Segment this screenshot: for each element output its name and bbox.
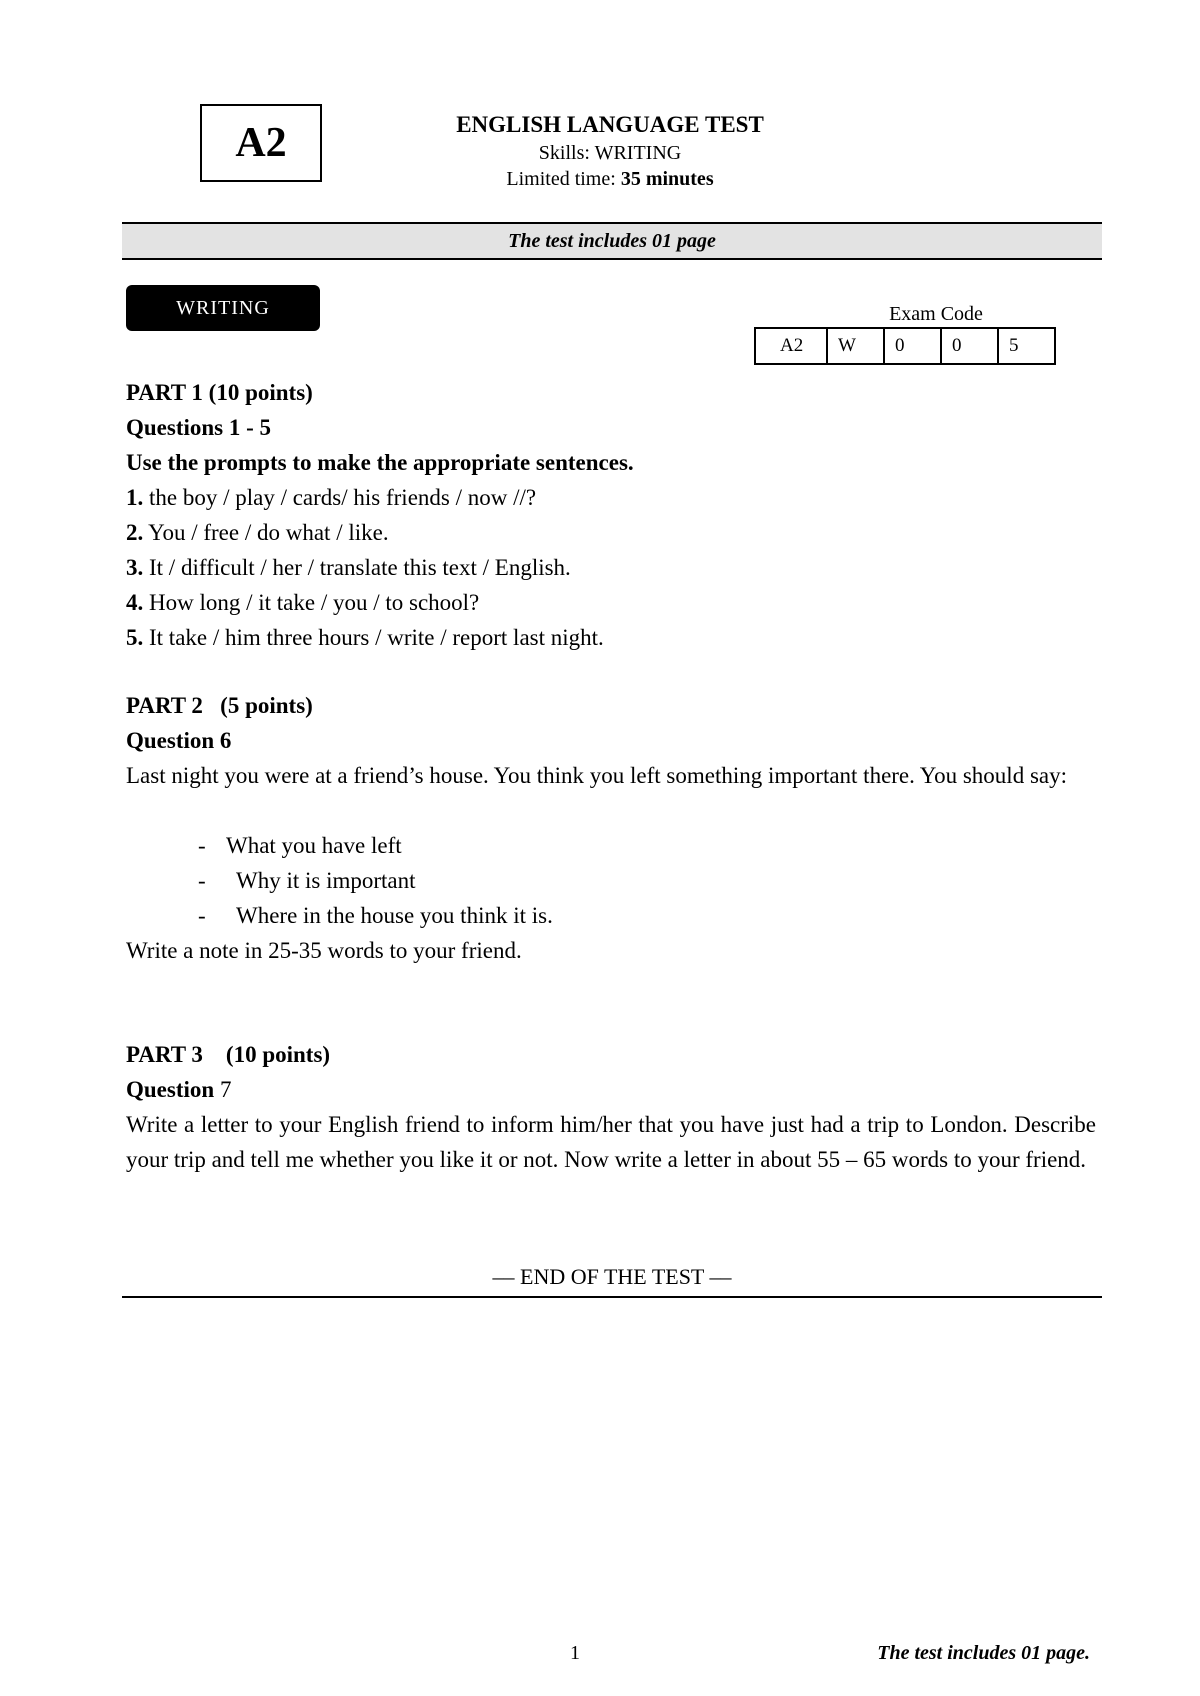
exam-code-cell: 0 <box>884 328 941 364</box>
question-number: 7 <box>219 1077 232 1102</box>
item-text: How long / it take / you / to school? <box>149 590 480 615</box>
exam-code-cell: W <box>827 328 884 364</box>
item-number: 5. <box>126 625 144 650</box>
page-count-text: The test includes 01 page <box>508 229 716 252</box>
part1-item <box>126 515 389 550</box>
level-text: A2 <box>235 120 287 166</box>
time-label: Limited time: <box>506 168 616 190</box>
question-label: Question <box>126 1077 215 1102</box>
exam-code-cell: 5 <box>998 328 1055 364</box>
part2-heading: PART 2 (5 points) <box>126 693 313 718</box>
item-number: 4. <box>126 590 144 615</box>
part2-bullet: - Where in the house you think it is. <box>198 903 553 928</box>
skills-label: Skills: <box>538 142 590 164</box>
bullet-text: Why it is important <box>236 868 416 893</box>
part1-item <box>126 550 571 585</box>
exam-code-table <box>754 327 1056 365</box>
skills-value: WRITING <box>594 142 682 164</box>
item-text: the boy / play / cards/ his friends / now //? <box>149 485 537 510</box>
item-text: It / difficult / her / translate this text / English. <box>149 555 571 580</box>
level-badge <box>200 104 322 182</box>
part1-instruction: Use the prompts to make the appropriate sentences. <box>126 450 634 475</box>
exam-code-cell: A2 <box>755 328 827 364</box>
bullet-text: Where in the house you think it is. <box>236 903 553 928</box>
part3-prompt: Write a letter to your English friend to inform him/her that you have just had a trip to London. Describe your trip and tell me whether you like it or not. Now write a letter in about 55 – 65 words to your friend. <box>126 1112 1096 1172</box>
skills-line <box>370 142 850 165</box>
exam-code-title: Exam Code <box>889 303 983 325</box>
part2-bullet: - What you have left <box>198 833 402 858</box>
part3-question <box>126 1072 231 1107</box>
footer-note: The test includes 01 page. <box>877 1642 1090 1664</box>
part1-item <box>126 585 479 620</box>
part2-question: Question 6 <box>126 728 232 753</box>
part2-prompt: Last night you were at a friend’s house. You think you left something important there. You should say: <box>126 763 1067 788</box>
part2-bullet: - Why it is important <box>198 868 416 893</box>
page-count-band <box>122 222 1102 260</box>
end-of-test: –– END OF THE TEST –– <box>122 1262 1102 1298</box>
time-line <box>370 168 850 191</box>
item-number: 2. <box>126 520 144 545</box>
section-label <box>126 285 320 331</box>
part1-heading: PART 1 (10 points) <box>126 380 313 405</box>
test-title: ENGLISH LANGUAGE TEST <box>456 112 764 137</box>
part2-task: Write a note in 25-35 words to your friend. <box>126 938 522 963</box>
exam-code-cell: 0 <box>941 328 998 364</box>
part1-questions: Questions 1 - 5 <box>126 415 272 440</box>
item-text: You / free / do what / like. <box>148 520 389 545</box>
section-label-text: WRITING <box>176 296 270 319</box>
bullet-text: What you have left <box>226 833 402 858</box>
part1-item <box>126 620 604 655</box>
item-text: It take / him three hours / write / report last night. <box>149 625 604 650</box>
time-value: 35 minutes <box>620 168 714 190</box>
item-number: 3. <box>126 555 144 580</box>
part3-heading: PART 3 (10 points) <box>126 1042 331 1067</box>
page-number: 1 <box>570 1642 580 1664</box>
item-number: 1. <box>126 485 144 510</box>
part1-item <box>126 480 536 515</box>
